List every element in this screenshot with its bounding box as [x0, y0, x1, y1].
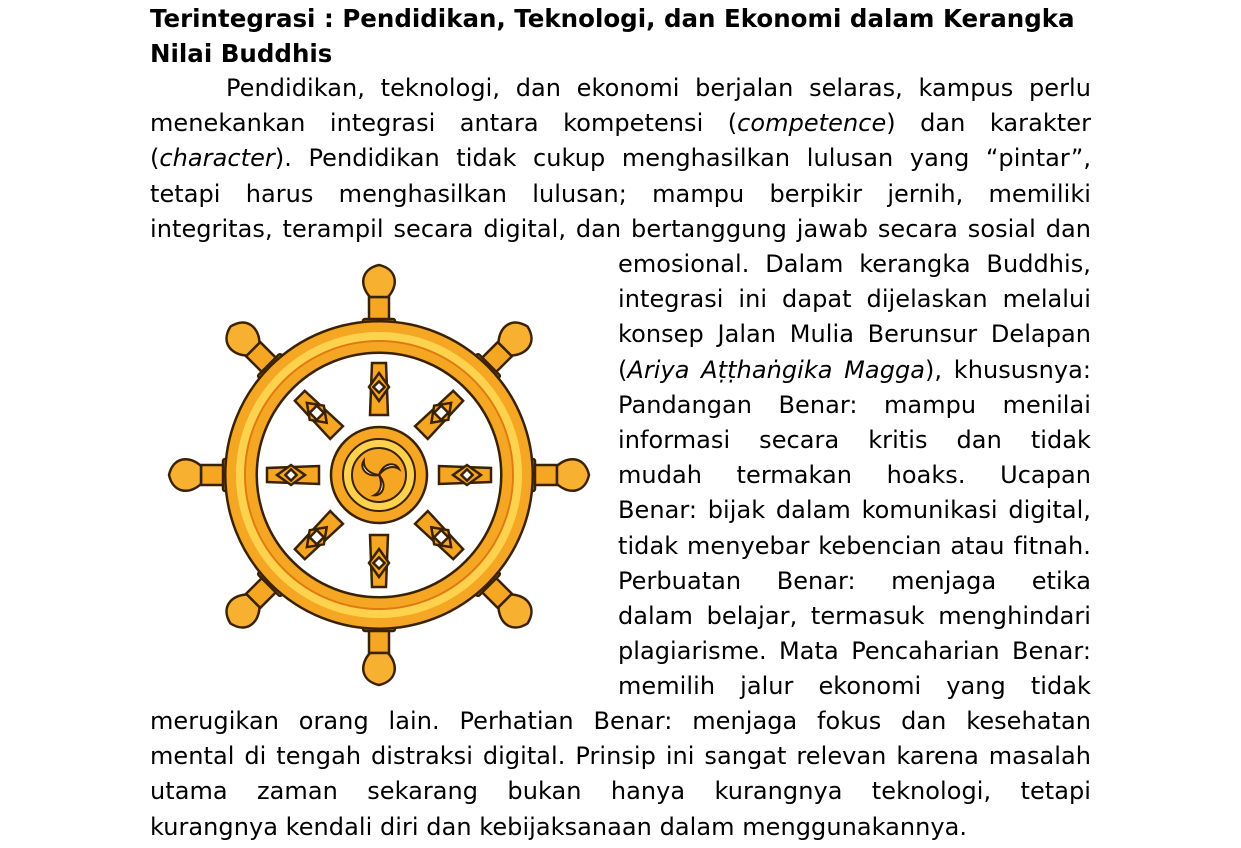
- text-line: tetapi harus menghasilkan lulusan; mampu berpikir jernih, memiliki: [150, 179, 1091, 208]
- body-paragraph: [150, 71, 1091, 845]
- italic-term: character: [159, 144, 275, 173]
- text-line: Pandangan Benar: mampu menilai: [618, 390, 1091, 419]
- text-line: menekankan integrasi antara kompetensi (competence) dan karakter: [150, 109, 1091, 138]
- title-line: Terintegrasi : Pendidikan, Teknologi, dan Ekonomi dalam Kerangka: [150, 4, 1075, 33]
- text-line: merugikan orang lain. Perhatian Benar: menjaga fokus dan kesehatan: [150, 707, 1091, 736]
- text-line: Perbuatan Benar: menjaga etika: [618, 566, 1091, 595]
- text-line: Benar: bijak dalam komunikasi digital,: [618, 496, 1091, 525]
- text-line: mudah termakan hoaks. Ucapan: [618, 461, 1091, 490]
- text-line: Pendidikan, teknologi, dan ekonomi berjalan selaras, kampus perlu: [226, 74, 1091, 102]
- italic-term: Ariya Aṭṭhaṅgika Magga: [627, 355, 926, 384]
- text-line: kurangnya kendali diri dan kebijaksanaan dalam menggunakannya.: [150, 812, 968, 841]
- figure-wrap-area: [150, 247, 1091, 704]
- wrapped-text-column: [618, 247, 1091, 705]
- section-title: [150, 0, 1091, 71]
- document-page: [150, 0, 1091, 845]
- text-line: integritas, terampil secara digital, dan bertanggung jawab secara sosial dan: [150, 214, 1091, 243]
- text-line: emosional. Dalam kerangka Buddhis,: [618, 250, 1091, 279]
- italic-term: competence: [737, 109, 887, 138]
- text-line: konsep Jalan Mulia Berunsur Delapan: [618, 320, 1091, 349]
- text-line: memilih jalur ekonomi yang tidak: [618, 672, 1091, 701]
- text-line: (Ariya Aṭṭhaṅgika Magga), khususnya:: [618, 355, 1091, 384]
- dharma-wheel-icon: [155, 255, 603, 695]
- text-line: plagiarisme. Mata Pencaharian Benar:: [618, 637, 1091, 666]
- title-line: Nilai Buddhis: [150, 39, 333, 68]
- text-line: mental di tengah distraksi digital. Prinsip ini sangat relevan karena masalah: [150, 742, 1091, 771]
- text-line: tidak menyebar kebencian atau fitnah.: [618, 531, 1091, 560]
- text-line: informasi secara kritis dan tidak: [618, 426, 1091, 455]
- text-line: (character). Pendidikan tidak cukup menghasilkan lulusan yang “pintar”,: [150, 144, 1091, 173]
- text-line: dalam belajar, termasuk menghindari: [618, 602, 1091, 631]
- text-line: utama zaman sekarang bukan hanya kurangnya teknologi, tetapi: [150, 777, 1091, 806]
- text-line: integrasi ini dapat dijelaskan melalui: [618, 285, 1091, 314]
